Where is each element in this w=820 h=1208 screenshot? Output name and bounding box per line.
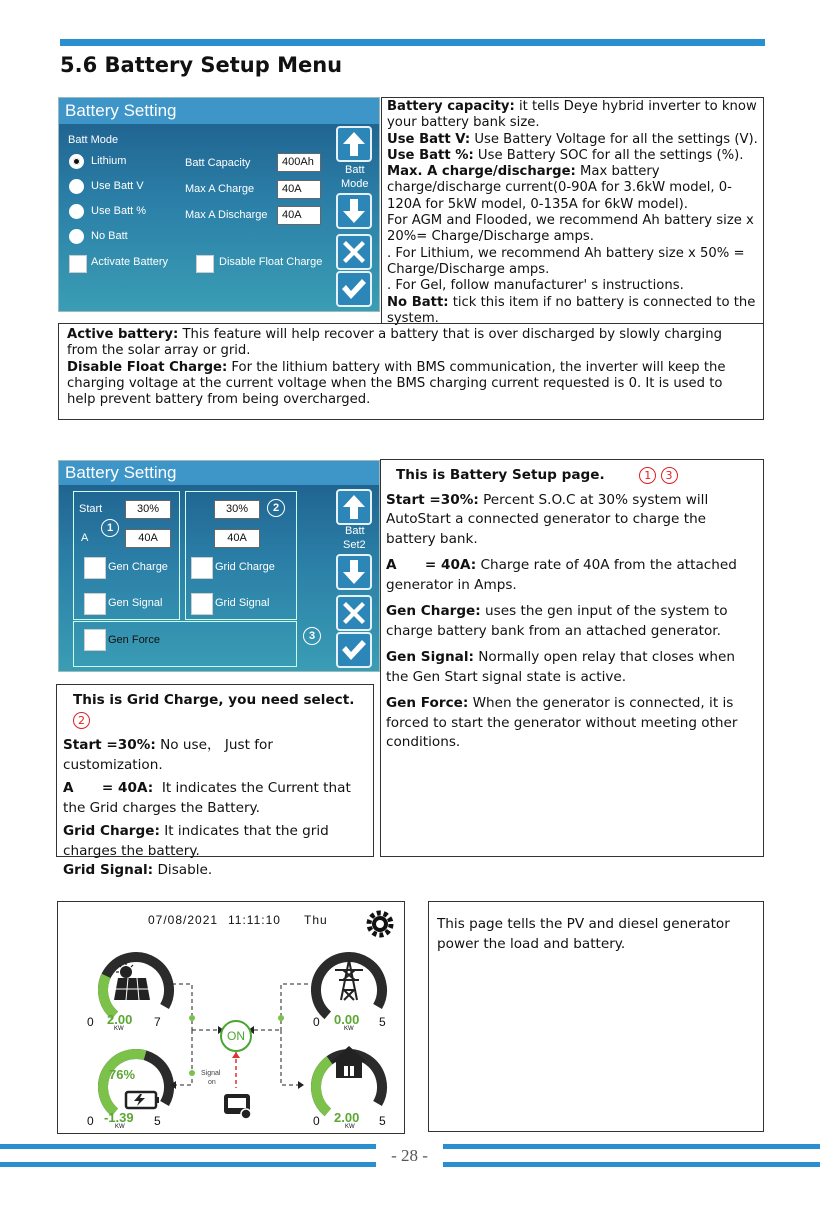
battery-unit: KW [115,1124,125,1130]
load-max: 5 [379,1114,386,1128]
gen-signal-checkbox[interactable] [84,593,106,615]
flow-dot-grid [278,1015,284,1021]
batt-capacity-label: Batt Capacity [185,157,251,169]
footer-rule-left-top [0,1144,376,1149]
load-flow-line [281,1030,298,1085]
signal-label-2: on [208,1079,216,1086]
pv-min: 0 [87,1015,94,1029]
desc3-gen-force-text: When the generator is connected, it is forced to start the generator without meeting other conditions. [386,695,738,750]
gear-icon [369,913,391,935]
flow-dot-battery [189,1070,195,1076]
grid-flow-line [281,984,308,1030]
side-label-batt: Batt [345,164,365,176]
max-a-discharge-input[interactable]: 40A [277,206,321,225]
grid-tower-icon [335,960,363,1000]
gel-text: . For Gel, follow manufacturer' s instructions. [387,278,684,294]
desc4-grid-signal-term: Grid Signal: [63,862,154,878]
disable-float-term: Disable Float Charge: [67,359,228,375]
arrow-up-icon [342,131,366,157]
home-page-description [428,901,764,1132]
radio-use-batt-v[interactable] [69,179,84,194]
confirm-button[interactable] [336,271,372,307]
max-a-charge-input[interactable]: 40A [277,180,321,199]
section-title: 5.6 Battery Setup Menu [60,53,343,77]
gen-start-input[interactable]: 30% [125,500,171,519]
marker-1: 1 [101,519,119,537]
disable-float-charge-label: Disable Float Charge [219,256,323,268]
battery-setting-screen-1 [58,97,380,312]
max-a-discharge-label: Max A Discharge [185,209,268,221]
screen-header: Battery Setting [59,461,379,485]
close-icon [341,239,367,265]
battery-setup-page-description [380,459,764,857]
desc4-start-term: Start =30%: [63,737,156,753]
flow-dot-pv [189,1015,195,1021]
battery-setting-screen-2 [58,460,380,672]
no-batt-text: tick this item if no battery is connected to the system. [387,294,756,326]
desc3-a-text: Charge rate of 40A from the attached generator in Amps. [386,557,742,593]
grid-charge-description [56,684,374,878]
desc5-text: This page tells the PV and diesel generator power the load and battery. [437,916,730,952]
active-battery-description [58,323,764,420]
radio-use-batt-v-label: Use Batt V [91,180,144,192]
gen-charge-checkbox[interactable] [84,557,106,579]
disable-float-charge-checkbox[interactable] [196,255,214,273]
arrow-up-icon [342,494,366,520]
down-button[interactable] [336,193,372,229]
gen-force-label: Gen Force [108,634,160,646]
page-number: - 28 - [391,1146,428,1165]
radio-lithium[interactable] [69,154,84,169]
marker-2: 2 [267,499,285,517]
signal-arrow [232,1052,240,1058]
battery-soc: 76% [109,1067,136,1082]
up-button[interactable] [336,489,372,525]
gen-signal-label: Gen Signal [108,597,163,609]
lithium-text: . For Lithium, we recommend Ah battery size x 50% = Charge/Discharge amps. [387,245,745,277]
grid-signal-label: Grid Signal [215,597,270,609]
inverter-on-label[interactable]: ON [227,1029,245,1043]
desc3-gen-charge-term: Gen Charge: [386,603,481,619]
desc3-gen-force-term: Gen Force: [386,695,469,711]
footer-rule-left-bottom [0,1162,376,1167]
marker-3: 3 [303,627,321,645]
use-batt-pct-term: Use Batt %: [387,147,474,163]
time-text: 11:11:10 [228,913,281,927]
batt-capacity-input[interactable]: 400Ah [277,153,321,172]
side-label-set2: Set2 [343,539,366,551]
load-value: 2.00 [334,1110,360,1125]
radio-use-batt-pct-label: Use Batt % [91,205,147,217]
active-battery-term: Active battery: [67,327,179,342]
load-min: 0 [313,1114,320,1128]
day-text: Thu [304,913,328,927]
side-label-mode: Mode [341,178,369,190]
signal-label-1: Signal [201,1070,221,1077]
active-battery-text: This feature will help recover a battery that is over discharged by slowly charging from the solar array or grid. [67,327,722,359]
grid-gauge-track [316,957,382,1015]
load-gauge-fill [316,1060,330,1112]
desc4-grid-charge-term: Grid Charge: [63,823,160,839]
flow-arrow-load [298,1081,304,1089]
load-unit: KW [345,1124,355,1130]
desc3-title: This is Battery Setup page. [396,467,605,483]
cancel-button[interactable] [336,234,372,270]
battery-max: 5 [154,1114,161,1128]
radio-no-batt[interactable] [69,229,84,244]
agm-text: For AGM and Flooded, we recommend Ah battery size x 20%= Charge/Discharge amps. [387,213,754,245]
marker-2: 2 [73,712,90,729]
desc3-start-text: Percent S.O.C at 30% system will AutoStart a connected generator to charge the battery bank. [386,491,709,547]
grid-value: 0.00 [334,1012,360,1027]
grid-max: 5 [379,1015,386,1029]
check-icon [340,277,368,301]
desc3-gen-signal-term: Gen Signal: [386,649,474,665]
gen-force-group [73,621,297,667]
start-label: Start [79,503,103,515]
radio-lithium-label: Lithium [91,155,127,167]
footer-rule-right-top [443,1144,820,1149]
grid-a-input[interactable]: 40A [214,529,260,548]
desc3-gen-charge-text: uses the gen input of the system to charge battery bank from an attached generator. [386,603,728,639]
battery-setting-description [381,97,764,324]
grid-signal-checkbox[interactable] [191,593,213,615]
screen-header: Battery Setting [59,98,379,124]
gen-charge-label: Gen Charge [108,561,168,573]
date-text: 07/08/2021 [148,913,219,927]
desc4-a-term: A = 40A: [63,780,154,796]
pv-gauge-fill [103,976,115,1015]
cancel-button[interactable] [336,595,372,631]
up-button[interactable] [336,126,372,162]
close-icon [341,600,367,626]
pv-max: 7 [154,1015,161,1029]
desc4-grid-signal-text: Disable. [153,862,213,878]
battery-flow-line [176,1030,192,1085]
gen-force-checkbox[interactable] [84,629,106,651]
pv-unit: KW [114,1026,124,1032]
battery-value: -1.39 [104,1110,134,1125]
disable-float-text: For the lithium battery with BMS communication, the inverter will keep the charging voltage at the current voltage when the BMS charging current requested is 0. It is used to help prevent battery from being overcharged. [67,359,726,408]
grid-unit: KW [344,1026,354,1032]
desc3-gen-signal-text: Normally open relay that closes when the Gen Start signal state is active. [386,649,735,685]
battery-capacity-text: it tells Deye hybrid inverter to know your battery bank size. [387,99,757,131]
marker-3: 3 [661,467,678,484]
activate-battery-checkbox[interactable] [69,255,87,273]
gen-a-input[interactable]: 40A [125,529,171,548]
use-batt-v-term: Use Batt V: [387,131,471,147]
use-batt-v-text: Use Battery Voltage for all the settings (V). [470,131,758,147]
activate-battery-label: Activate Battery [91,256,169,268]
check-icon [340,638,368,662]
battery-icon [126,1092,159,1108]
max-a-term: Max. A charge/discharge: [387,164,576,180]
confirm-button[interactable] [336,632,372,668]
desc4-title: This is Grid Charge, you need select. [73,692,355,708]
grid-start-input[interactable]: 30% [214,500,260,519]
marker-1: 1 [639,467,656,484]
side-label-batt: Batt [345,525,365,537]
pv-value: 2.00 [107,1012,133,1027]
no-batt-term: No Batt: [387,294,449,310]
max-a-charge-label: Max A Charge [185,183,255,195]
house-icon [331,1046,367,1078]
use-batt-pct-text: Use Battery SOC for all the settings (%). [473,147,744,163]
a-label: A [81,532,89,544]
desc4-grid-charge-text: It indicates that the grid charges the battery. [63,823,329,859]
solar-panel-icon [114,962,150,1000]
arrow-down-icon [342,559,366,585]
generator-icon [224,1094,251,1119]
down-button[interactable] [336,554,372,590]
battery-min: 0 [87,1114,94,1128]
battery-capacity-term: Battery capacity: [387,99,515,114]
radio-no-batt-label: No Batt [91,230,128,242]
radio-use-batt-pct[interactable] [69,204,84,219]
home-screen [57,901,405,1134]
arrow-down-icon [342,198,366,224]
desc4-start-text: No use， Just for customization. [63,737,273,773]
grid-charge-checkbox[interactable] [191,557,213,579]
desc3-a-term: A = 40A: [386,557,477,573]
desc4-a-text: It indicates the Current that the Grid charges the Battery. [63,780,356,816]
top-rule [60,39,765,46]
grid-charge-label: Grid Charge [215,561,275,573]
desc3-start-term: Start =30%: [386,491,479,508]
max-a-text: Max battery charge/discharge current(0-90A for 3.6kW model, 0-120A for 5kW model, 0-135A for 6kW model). [387,164,732,212]
footer-rule-right-bottom [443,1162,820,1167]
batt-mode-label: Batt Mode [68,134,119,146]
grid-min: 0 [313,1015,320,1029]
